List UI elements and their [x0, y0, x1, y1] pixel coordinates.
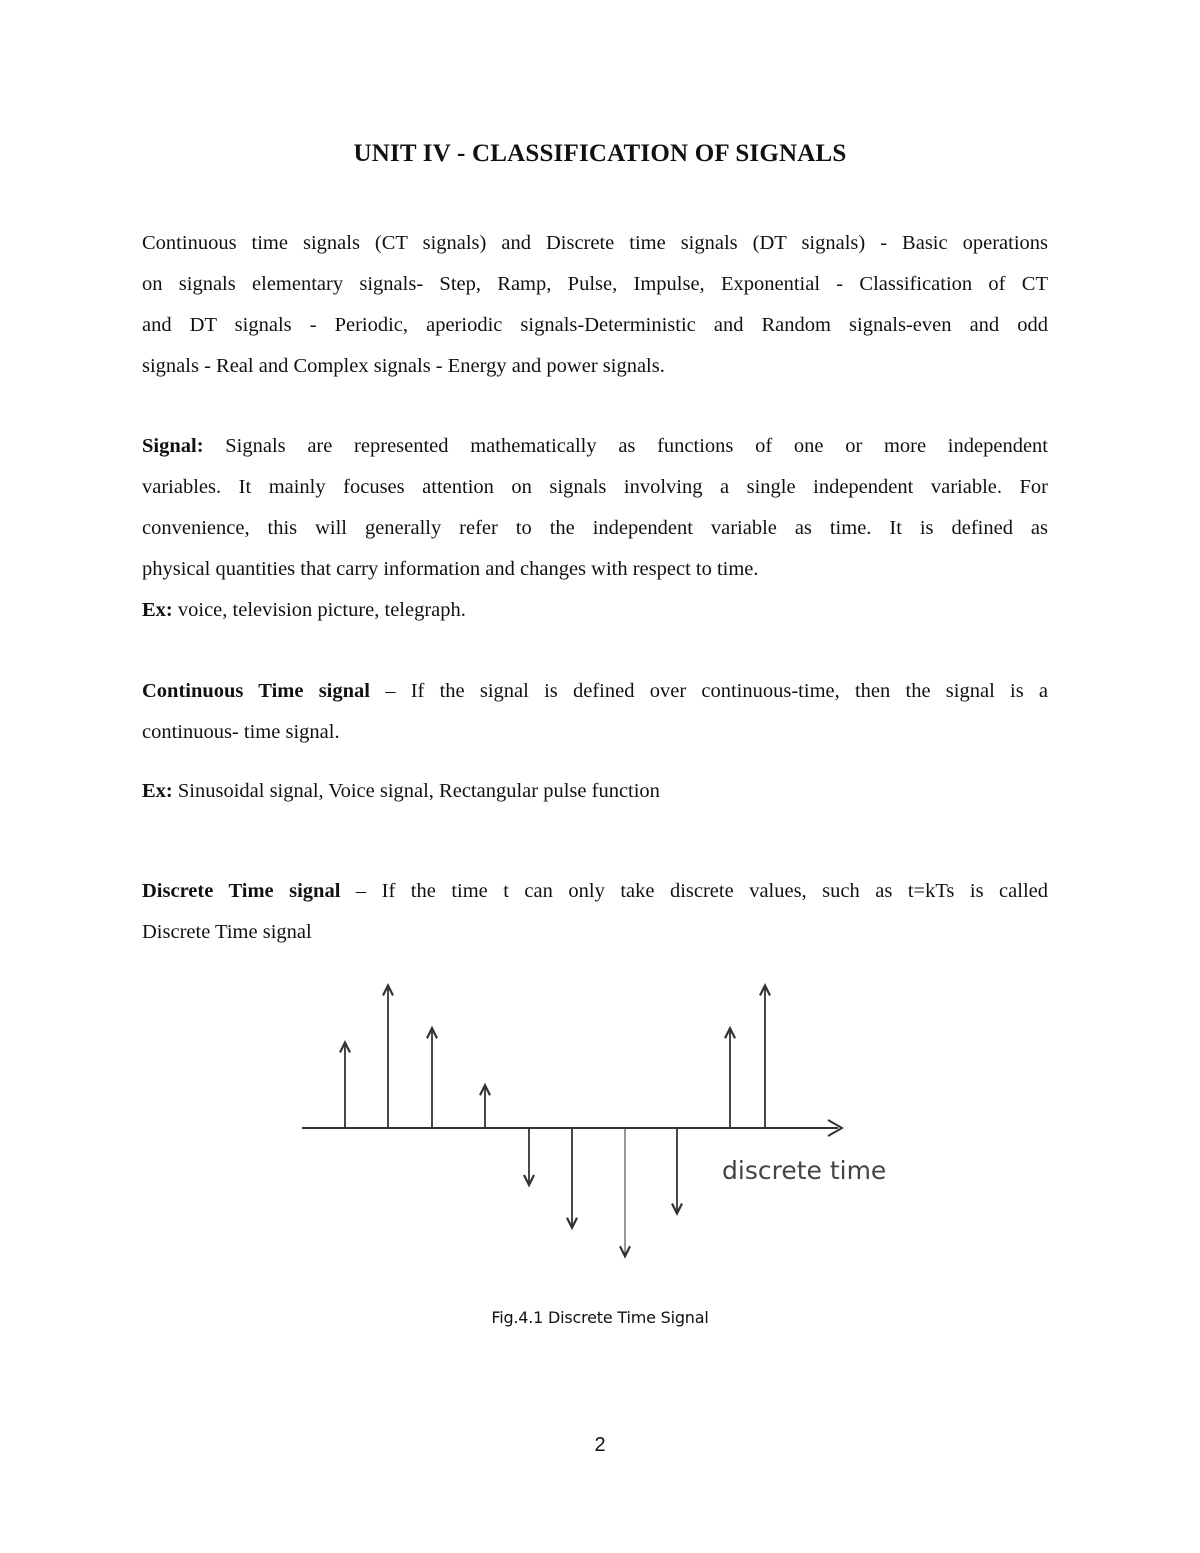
- discrete-time-figure: [290, 975, 890, 1275]
- example-text: voice, television picture, telegraph.: [177, 599, 466, 621]
- intro-line: and DT signals - Periodic, aperiodic signals-Deterministic and Random signals-even and odd: [142, 314, 1048, 336]
- example-text: Sinusoidal signal, Voice signal, Rectangular pulse function: [177, 780, 660, 802]
- discrete-line: – If the time t can only take discrete values, such as t=kTs is called: [355, 880, 1048, 902]
- page-title: UNIT IV - CLASSIFICATION OF SIGNALS: [353, 140, 847, 167]
- signal-term: Signal:: [142, 435, 204, 457]
- intro-line: on signals elementary signals- Step, Ramp, Pulse, Impulse, Exponential - Classification of CT: [142, 273, 1048, 295]
- intro-line: Continuous time signals (CT signals) and Discrete time signals (DT signals) - Basic operations: [142, 232, 1048, 254]
- discrete-line: Discrete Time signal: [142, 921, 312, 943]
- discrete-term: Discrete Time signal: [142, 880, 341, 902]
- axis-label: discrete time: [722, 1156, 887, 1185]
- example-term: Ex:: [142, 780, 173, 802]
- continuous-line: continuous- time signal.: [142, 721, 340, 743]
- discrete-time-paragraph: [142, 871, 1048, 953]
- intro-line: signals - Real and Complex signals - Energy and power signals.: [142, 355, 665, 377]
- signal-line: Signals are represented mathematically as functions of one or more independent: [225, 435, 1048, 457]
- page-number: 2: [594, 1434, 606, 1456]
- continuous-term: Continuous Time signal: [142, 680, 370, 702]
- discrete-time-plot: [290, 975, 890, 1275]
- signal-definition-paragraph: [142, 426, 1048, 590]
- continuous-line: – If the signal is defined over continuous-time, then the signal is a: [385, 680, 1049, 702]
- signal-example: [142, 590, 1048, 631]
- figure-caption: Fig.4.1 Discrete Time Signal: [491, 1308, 709, 1327]
- signal-line: physical quantities that carry information and changes with respect to time.: [142, 558, 759, 580]
- example-term: Ex:: [142, 599, 173, 621]
- signal-line: convenience, this will generally refer to the independent variable as time. It is defined as: [142, 517, 1048, 539]
- intro-paragraph: [142, 223, 1048, 387]
- signal-line: variables. It mainly focuses attention on signals involving a single independent variable. For: [142, 476, 1048, 498]
- continuous-time-paragraph: [142, 671, 1048, 753]
- continuous-example: [142, 771, 1048, 812]
